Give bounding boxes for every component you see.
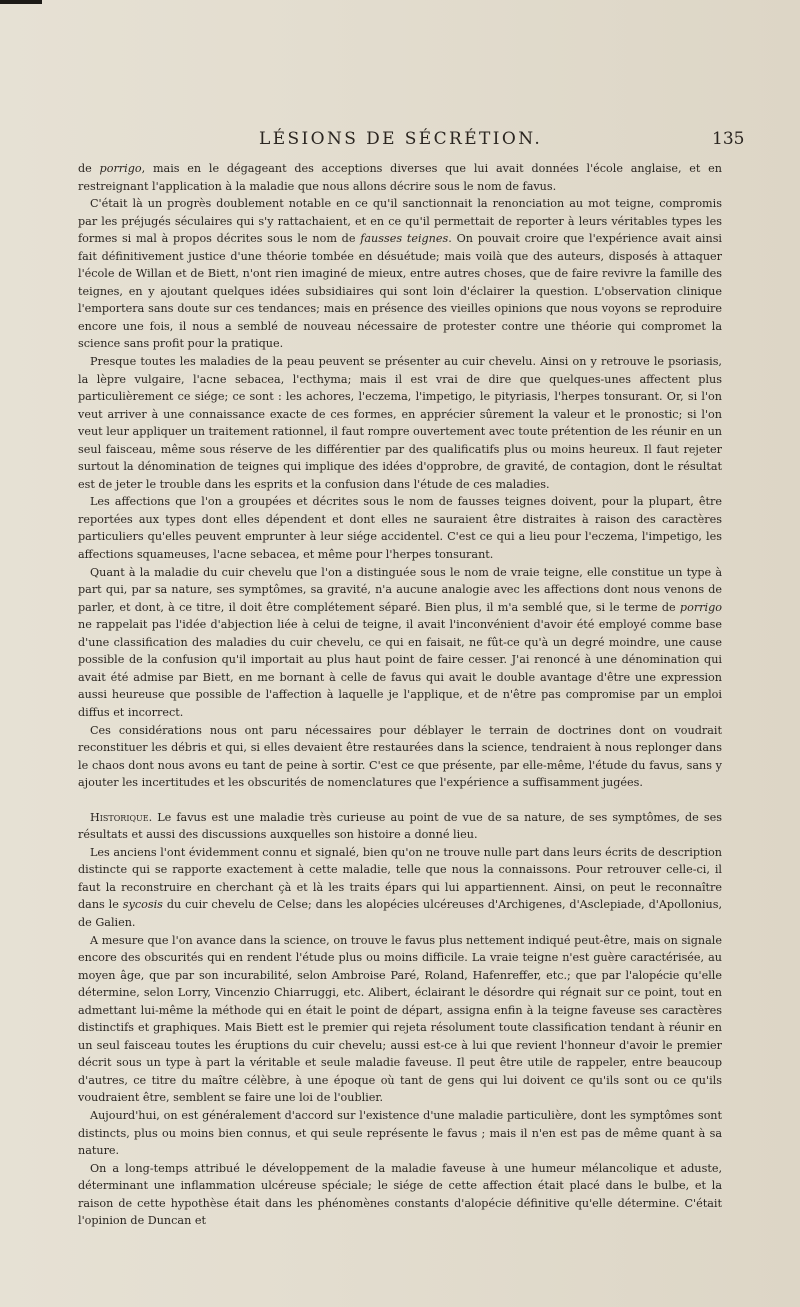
paragraph: de porrigo, mais en le dégageant des acceptions diverses que lui avait données l'école anglaise, et en restreignant l'application à la maladie que nous allons décrire sous le nom de favus. [78,162,722,193]
paragraph: Historique. Le favus est une maladie très curieuse au point de vue de sa nature, de ses symptômes, de ses résultats et aussi des discussions auxquelles son histoire a donné lieu. [78,810,722,842]
paragraph: C'était là un progrès doublement notable en ce qu'il sanctionnait la renonciation au mot teigne, compromis par les préjugés séculaires qui s'y rattachaient, et en ce qu'il permettait de reporter à leurs véritables types les formes si mal à propos décrites sous le nom de fausses teignes. On pouvait croire que l'expérience avait ainsi fait définitivement justice d'une théorie tombée en désuétude; mais voilà que des auteurs, disposés à attaquer l'école de Willan et de Biett, n'ont rien imaginé de mieux, entre autres choses, que de faire revivre la famille des teignes, en y ajoutant quelques idées subsidiaires qui sont loin d'éclairer la question. L'observation clinique l'emportera sans doute sur ces tendances; mais en présence des vieilles opinions que nous voyons se reproduire encore une fois, il nous a semblé de nouveau nécessaire de protester contre une théorie qui compromet la science sans profit pour la pratique. [78,197,723,351]
paragraph: Ces considérations nous ont paru nécessaires pour déblayer le terrain de doctrines dont on voudrait reconstituer les débris et qui, si elles devaient être restaurées dans la science, tendraient à nous replonger dans le chaos dont nous avons eu tant de peine à sortir. C'est ce que présente, par elle-même, l'étude du favus, sans y ajouter les incertitudes et les obscurités de nomenclatures que l'expérience a suffisamment jugées. [78,723,722,790]
scan-edge-mark [0,0,42,4]
paragraph: Presque toutes les maladies de la peau peuvent se présenter au cuir chevelu. Ainsi on y retrouve le psoriasis, la lèpre vulgaire, l'acne sebacea, l'ecthyma; mais il est vrai de dire que quelques-unes affectent plus particulièrement ce siége; ce sont : les achores, l'eczema, l'impetigo, le pityriasis, l'herpes tonsurant. Or, si l'on veut arriver à une connaissance exacte de ces formes, en apprécier sûrement la valeur et le pronostic; si l'on veut leur appliquer un traitement rationnel, il faut rompre ouvertement avec toute prétention de les réunir en un seul faisceau, même sous réserve de les différentier par des qualificatifs plus ou moins heureux. Il faut rejeter surtout la dénomination de teignes qui implique des idées d'opprobre, de gravité, de contagion, dont le résultat est de jeter le trouble dans les esprits et la confusion dans l'étude de ces maladies. [78,355,722,491]
italic-term: porrigo [99,162,142,175]
running-title: LÉSIONS DE SÉCRÉTION. [259,129,543,149]
section-heading: Historique. [90,810,153,824]
paragraph: On a long-temps attribué le développement de la maladie faveuse à une humeur mélancolique et aduste, déterminant une inflammation ulcéreuse spéciale; le siége de cette affection était placé dans le bulbe, et la raison de cette hypothèse était dans les phénomènes constants d'alopécie définitive qu'elle détermine. C'était l'opinion de Duncan et [78,1161,722,1228]
page-number: 135 [712,129,745,149]
paragraph: Aujourd'hui, on est généralement d'accord sur l'existence d'une maladie particulière, dont les symptômes sont distincts, plus ou moins bien connus, et qui seule représente le favus ; mais il n'en est pas de même quant à sa nature. [78,1108,722,1158]
italic-term: porrigo [679,600,722,614]
paragraph: A mesure que l'on avance dans la science, on trouve le favus plus nettement indiqué peut-être, mais on signale encore des obscurités qui en rendent l'étude plus ou moins difficile. La vraie teigne n'est guère caractérisée, au moyen âge, que par son incurabilité, selon Ambroise Paré, Roland, Hafenreffer, etc.; que par l'alopécie qu'elle détermine, selon Lorry, Vincenzio Chiarruggi, etc. Alibert, éclairant le désordre qui régnait sur ce point, tout en admettant lui-même la méthode qui en était le point de départ, assigna enfin à la teigne faveuse ses caractères distinctifs et graphiques. Mais Biett est le premier qui rejeta résolument toute classification tendant à réunir en un seul faisceau toutes les éruptions du cuir chevelu; aussi est-ce à lui que revient l'honneur d'avoir le premier décrit sous un type à part la véritable et seule maladie faveuse. Il peut être utile de rappeler, entre beaucoup d'autres, ce titre du maître célèbre, à une époque où tant de gens qui lui doivent ce qu'ils sont ou ce qu'ils voudraient être, semblent se faire une loi de l'oublier. [78,933,722,1105]
paragraph: Quant à la maladie du cuir chevelu que l'on a distinguée sous le nom de vraie teigne, elle constitue un type à part qui, par sa nature, ses symptômes, sa gravité, n'a aucune analogie avec les affections dont nous venons de parler, et dont, à ce titre, il doit être complétement séparé. Bien plus, il m'a semblé que, si le terme de porrigo ne rappelait pas l'idée d'abjection liée à celui de teigne, il avait l'inconvénient d'avoir été employé comme base d'une classification des maladies du cuir chevelu, ce qui en faisait, ne fût-ce qu'à un degré moindre, une cause possible de la confusion qu'il importait au plus haut point de faire cesser. J'ai renoncé à une dénomination qui avait été admise par Biett, en me bornant à celle de favus qui avait le double avantage d'être une expression aussi heureuse que possible de l'affection à laquelle je l'applique, et de n'être pas compromise par un emploi diffus et incorrect. [78,565,722,719]
paragraph: Les affections que l'on a groupées et décrites sous le nom de fausses teignes doivent, pour la plupart, être reportées aux types dont elles dépendent et dont elles ne sauraient être distraites à raison des caractères particuliers qu'elles peuvent emprunter à leur siége accidentel. C'est ce qui a lieu pour l'eczema, l'impetigo, les affections squameuses, l'acne sebacea, et même pour l'herpes tonsurant. [78,495,722,562]
italic-term: fausses teignes [360,232,449,246]
running-head [0,129,800,155]
paragraph: Les anciens l'ont évidemment connu et signalé, bien qu'on ne trouve nulle part dans leurs écrits de description distincte qui se rapporte exactement à cette maladie, telle que nous la connaissons. Pour retrouver celle-ci, il faut la reconstruire en cherchant çà et là les traits épars qui lui appartiennent. Ainsi, on peut le reconnaître dans le sycosis du cuir chevelu de Celse; dans les alopécies ulcéreuses d'Archigenes, d'Asclepiade, d'Apollonius, de Galien. [78,845,722,929]
body-text [78,160,722,1230]
italic-term: sycosis [122,898,163,912]
